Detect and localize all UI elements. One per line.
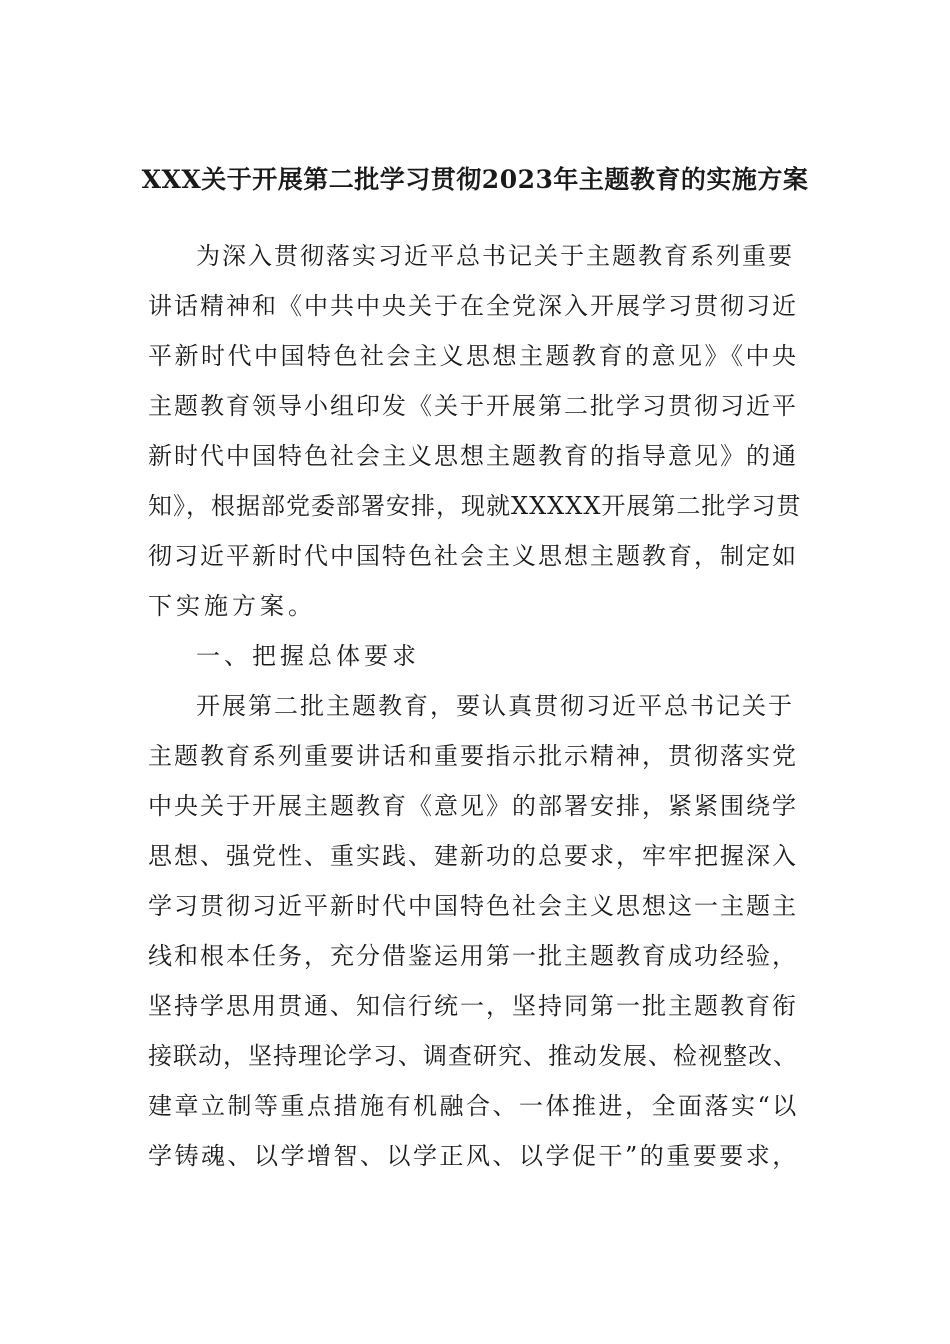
- section-heading: 一、把握总体要求: [196, 642, 420, 670]
- document-title: XXX关于开展第二批学习贯彻2023年主题教育的实施方案: [141, 165, 809, 194]
- paragraph-line: 下实施方案。: [148, 592, 316, 620]
- paragraph-line: 讲话精神和《中共中央关于在全党深入开展学习贯彻习近: [148, 292, 798, 320]
- paragraph-line: 知》，根据部党委部署安排，现就XXXXX开展第二批学习贯: [148, 492, 802, 520]
- paragraph-line: 接联动，坚持理论学习、调查研究、推动发展、检视整改、: [148, 1042, 798, 1070]
- paragraph-line: 彻习近平新时代中国特色社会主义思想主题教育，制定如: [148, 542, 798, 570]
- paragraph-line: 平新时代中国特色社会主义思想主题教育的意见》《中央: [148, 342, 799, 370]
- paragraph-line: 开展第二批主题教育，要认真贯彻习近平总书记关于: [196, 692, 794, 720]
- paragraph-line: 主题教育领导小组印发《关于开展第二批学习贯彻习近平: [148, 392, 798, 420]
- paragraph-line: 线和根本任务，充分借鉴运用第一批主题教育成功经验，: [148, 942, 798, 970]
- paragraph-line: 新时代中国特色社会主义思想主题教育的指导意见》的通: [148, 442, 798, 470]
- paragraph-line: 为深入贯彻落实习近平总书记关于主题教育系列重要: [196, 242, 794, 270]
- paragraph-line: 建章立制等重点措施有机融合、一体推进，全面落实“以: [148, 1092, 799, 1120]
- paragraph-line: 中央关于开展主题教育《意见》的部署安排，紧紧围绕学: [148, 792, 798, 820]
- paragraph-line: 学习贯彻习近平新时代中国特色社会主义思想这一主题主: [148, 892, 798, 920]
- paragraph-line: 主题教育系列重要讲话和重要指示批示精神，贯彻落实党: [148, 742, 798, 770]
- paragraph-line: 思想、强党性、重实践、建新功的总要求，牢牢把握深入: [148, 842, 798, 870]
- paragraph-line: 坚持学思用贯通、知信行统一，坚持同第一批主题教育衔: [148, 992, 798, 1020]
- paragraph-line: 学铸魂、以学增智、以学正风、以学促干”的重要要求，: [148, 1142, 799, 1170]
